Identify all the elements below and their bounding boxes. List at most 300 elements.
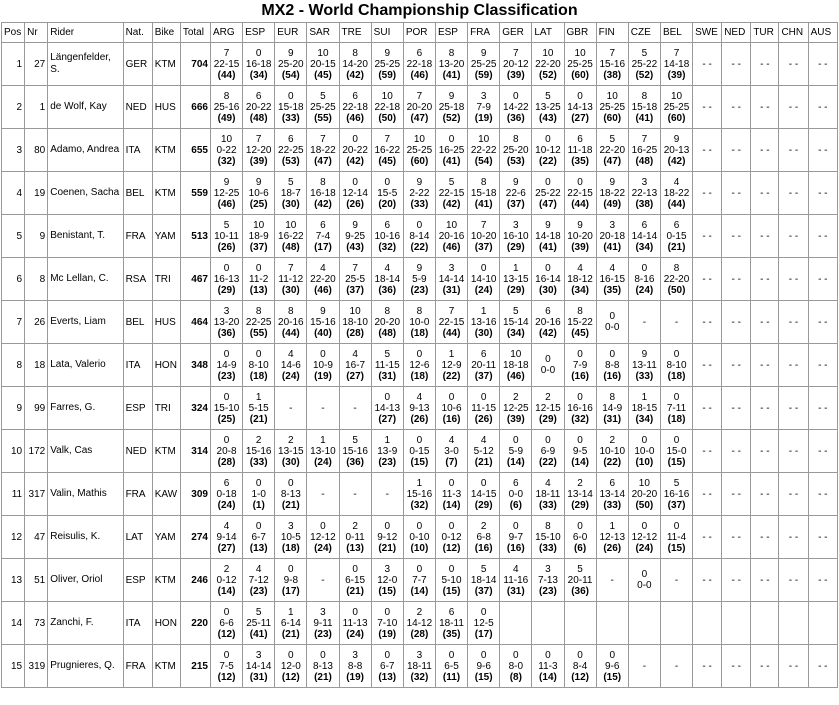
gp-result-cell [371,43,403,86]
gp-result-cell [468,301,500,344]
gp-points: 0 [223,262,230,274]
gp-points: 5 [513,305,519,317]
gp-result-cell [596,129,628,172]
gp-empty: - - [760,101,770,113]
gp-result-cell [808,129,837,172]
gp-sum: (1) [252,499,265,511]
gp-points: 0 [352,176,358,188]
gp-points: 7 [641,133,648,145]
gp-result-cell [307,559,339,602]
gp-sum: (28) [217,456,236,468]
gp-heats: 15-18 [278,101,304,113]
gp-result-cell [596,473,628,516]
gp-points: 10 [220,133,233,145]
rider-cell: de Wolf, Kay [48,86,123,129]
header-pos: Pos [2,23,25,43]
header-gp: SWE [693,23,722,43]
gp-result-cell [693,43,722,86]
nationality-cell: FRA [123,645,152,688]
gp-result-cell [210,344,242,387]
gp-points: 9 [223,176,230,188]
gp-sum: (34) [571,284,589,296]
position-cell: 14 [2,602,25,645]
gp-heats: 25-25 [406,144,433,156]
gp-result-cell [779,473,808,516]
gp-points: 9 [416,262,423,274]
table-row [2,602,838,645]
gp-result-cell [660,645,692,688]
gp-heats: 15-0 [666,445,687,457]
gp-heats: 14-18 [535,230,561,242]
gp-result-cell [532,129,564,172]
gp-sum: (37) [474,585,493,597]
gp-sum: (54) [474,155,493,167]
gp-result-cell [210,43,242,86]
gp-empty: - - [760,531,770,543]
gp-points: 2 [223,563,230,575]
gp-points: 0 [545,354,551,365]
gp-result-cell [751,258,779,301]
gp-result-cell [275,258,307,301]
gp-heats: 10-0 [634,445,655,457]
gp-points: 8 [545,520,551,532]
gp-points: 0 [545,262,551,274]
gp-heats: 15-10 [213,402,240,414]
rider-cell: Coenen, Sacha [48,172,123,215]
gp-result-cell [339,129,371,172]
gp-sum: (35) [442,628,461,640]
gp-sum: (26) [603,542,622,554]
gp-sum: (50) [667,284,686,296]
gp-heats: 25-5 [345,273,366,285]
header-gp: TUR [751,23,779,43]
gp-sum: (33) [603,499,622,511]
gp-result-cell [596,516,628,559]
gp-points: 0 [288,477,294,489]
gp-sum: (40) [314,327,332,339]
total-cell: 704 [180,43,210,86]
gp-sum: (7) [445,456,458,468]
gp-points: 0 [577,391,583,403]
gp-result-cell [307,258,339,301]
gp-result-cell [660,215,692,258]
gp-result-cell [307,129,339,172]
gp-sum: (33) [635,370,654,382]
gp-heats: 13-16 [470,316,497,328]
gp-empty: - - [760,445,770,457]
gp-points: 7 [480,219,487,231]
gp-result-cell [779,43,808,86]
gp-empty: - - [788,531,799,543]
gp-sum: (15) [667,456,686,468]
gp-points: 5 [480,563,487,575]
gp-result-cell [403,387,435,430]
gp-result-cell [435,430,467,473]
gp-result-cell [468,86,500,129]
gp-result-cell [403,43,435,86]
gp-sum: (36) [378,284,397,296]
gp-result-cell [808,172,837,215]
gp-sum: (21) [314,671,332,683]
gp-result-cell [210,645,242,688]
gp-empty: - [385,488,389,500]
gp-result-cell [307,645,339,688]
gp-result-cell [500,215,532,258]
gp-points: 0 [352,133,358,145]
gp-sum: (27) [378,413,397,425]
gp-result-cell [628,430,660,473]
gp-result-cell [808,645,837,688]
gp-result-cell [596,559,628,602]
gp-points: 1 [288,606,294,618]
gp-result-cell [722,516,751,559]
gp-result-cell [596,387,628,430]
gp-heats: 9-11 [313,617,333,629]
gp-result-cell [564,86,596,129]
gp-heats: 18-22 [663,187,690,199]
gp-points: 5 [320,90,326,102]
gp-result-cell [339,86,371,129]
gp-result-cell [532,301,564,344]
gp-heats: 14-14 [631,230,658,242]
gp-points: 6 [641,219,648,231]
gp-sum: (46) [217,198,236,210]
gp-sum: (60) [667,112,686,124]
gp-heats: 20-18 [599,230,626,242]
gp-heats: 12-25 [213,187,240,199]
gp-sum: (46) [314,284,332,296]
gp-points: 0 [641,434,648,446]
gp-result-cell [596,86,628,129]
gp-points: 0 [480,262,487,274]
gp-heats: 16-18 [245,58,272,70]
gp-heats: 0-0 [540,365,556,376]
gp-result-cell [693,172,722,215]
gp-result-cell [660,172,692,215]
gp-points: 0 [288,563,294,575]
gp-result-cell [808,473,837,516]
gp-result-cell [339,430,371,473]
gp-result-cell [628,645,660,688]
gp-sum: (31) [442,284,461,296]
gp-heats: 16-13 [213,273,240,285]
rider-cell: Everts, Liam [48,301,123,344]
gp-result-cell [468,430,500,473]
gp-points: 8 [384,305,391,317]
gp-empty: - [674,316,679,328]
gp-sum: (60) [571,69,589,81]
gp-result-cell [210,516,242,559]
gp-points: 2 [577,477,583,489]
gp-heats: 14-14 [245,660,272,672]
number-cell: 47 [25,516,48,559]
gp-points: 3 [609,219,615,231]
gp-sum: (16) [506,542,525,554]
gp-heats: 20-22 [342,144,368,156]
gp-result-cell [722,301,751,344]
gp-heats: 11-18 [567,144,593,156]
gp-empty: - - [760,660,770,672]
gp-result-cell [808,215,837,258]
gp-heats: 8-10 [666,359,687,371]
gp-sum: (18) [249,370,268,382]
gp-sum: (23) [539,585,557,597]
gp-result-cell [532,559,564,602]
gp-result-cell [751,172,779,215]
gp-result-cell [596,215,628,258]
gp-sum: (59) [378,69,397,81]
gp-empty: - - [788,273,799,285]
nationality-cell: FRA [123,215,152,258]
gp-points: 10 [478,133,490,145]
gp-sum: (24) [635,284,654,296]
gp-empty: - - [731,531,741,543]
gp-empty: - [674,660,679,672]
gp-sum: (18) [281,542,300,554]
gp-sum: (27) [571,112,589,124]
gp-result-cell [371,301,403,344]
gp-heats: 12-25 [503,402,529,414]
gp-points: 9 [288,47,294,59]
gp-empty: - - [818,144,828,156]
gp-sum: (36) [571,585,589,597]
gp-points: 0 [255,47,262,59]
position-cell: 9 [2,387,25,430]
nationality-cell: NED [123,430,152,473]
gp-result-cell [660,516,692,559]
gp-result-cell [722,86,751,129]
number-cell: 73 [25,602,48,645]
gp-sum: (14) [539,671,557,683]
gp-sum: (14) [217,585,236,597]
gp-sum: (37) [506,198,525,210]
gp-result-cell [403,172,435,215]
gp-sum: (13) [378,671,397,683]
gp-points: 0 [545,133,551,145]
gp-result-cell [722,602,751,645]
rider-cell: Oliver, Oriol [48,559,123,602]
gp-points: 1 [609,520,615,532]
gp-heats: 22-15 [438,316,465,328]
gp-points: 0 [577,520,583,532]
gp-sum: (14) [410,585,429,597]
rider-cell: Längenfelder, S. [48,43,123,86]
gp-result-cell [693,387,722,430]
gp-points: 0 [320,649,326,661]
gp-empty: - - [702,660,712,672]
gp-empty: - - [818,445,828,457]
gp-result-cell [628,301,660,344]
gp-empty: - - [702,144,712,156]
rider-cell: Zanchi, F. [48,602,123,645]
gp-result-cell [243,430,275,473]
gp-result-cell [564,559,596,602]
gp-sum: (14) [571,456,589,468]
gp-empty: - - [760,574,770,586]
gp-empty: - - [788,58,799,70]
gp-sum: (24) [314,456,332,468]
gp-heats: 18-14 [470,574,497,586]
rider-cell: Mc Lellan, C. [48,258,123,301]
gp-result-cell [779,516,808,559]
gp-points: 6 [673,219,680,231]
gp-sum: (15) [603,671,622,683]
gp-result-cell [564,215,596,258]
gp-points: 0 [545,434,551,446]
gp-result-cell [275,301,307,344]
gp-heats: 25-25 [567,58,593,70]
gp-sum: (47) [314,155,332,167]
gp-points: 0 [384,606,391,618]
gp-points: 6 [320,219,326,231]
gp-result-cell [243,516,275,559]
gp-sum: (12) [281,671,300,683]
gp-points: 0 [448,563,455,575]
gp-sum: (44) [571,198,589,210]
total-cell: 666 [180,86,210,129]
gp-sum: (46) [346,112,364,124]
gp-heats: 9-6 [476,660,491,672]
gp-points: 2 [352,520,358,532]
gp-result-cell [596,258,628,301]
gp-heats: 11-2 [249,273,269,285]
header-nr: Nr [25,23,48,43]
gp-sum: (23) [378,456,397,468]
gp-heats: 22-15 [213,58,240,70]
gp-heats: 22-6 [505,187,526,199]
gp-sum: (14) [442,499,461,511]
gp-sum: (39) [506,69,525,81]
gp-result-cell [500,645,532,688]
gp-empty: - - [731,574,741,586]
gp-sum: (59) [474,69,493,81]
gp-sum: (33) [249,456,268,468]
gp-result-cell [808,602,837,645]
gp-result-cell [693,258,722,301]
gp-empty: - [321,574,325,586]
gp-sum: (29) [217,284,236,296]
table-row [2,43,838,86]
gp-points: 1 [384,434,391,446]
gp-sum: (26) [217,241,236,253]
gp-heats: 11-15 [471,402,497,414]
gp-points: 1 [320,434,326,446]
gp-result-cell [808,559,837,602]
gp-points: 1 [513,262,519,274]
gp-result-cell [500,344,532,387]
gp-heats: 10-20 [567,230,593,242]
total-cell: 215 [180,645,210,688]
gp-points: 6 [577,133,583,145]
gp-points: 0 [223,606,230,618]
gp-heats: 15-16 [310,316,336,328]
gp-result-cell [210,430,242,473]
gp-result-cell [339,516,371,559]
gp-result-cell [468,516,500,559]
gp-heats: 8-8 [347,660,363,672]
gp-sum: (34) [249,69,268,81]
gp-result-cell [339,602,371,645]
gp-result-cell [403,86,435,129]
gp-result-cell [468,473,500,516]
gp-result-cell [660,387,692,430]
gp-sum: (19) [314,370,332,382]
gp-points: 9 [448,90,455,102]
gp-sum: (12) [217,671,236,683]
gp-points: 0 [448,133,455,145]
gp-result-cell [275,430,307,473]
gp-heats: 7-9 [572,359,588,371]
gp-result-cell [628,172,660,215]
gp-heats: 10-12 [535,144,561,156]
gp-result-cell [500,430,532,473]
gp-sum: (18) [410,370,429,382]
gp-heats: 10-6 [248,187,269,199]
gp-heats: 12-0 [280,660,301,672]
gp-sum: (52) [539,69,557,81]
gp-points: 10 [317,47,329,59]
gp-heats: 16-18 [310,187,336,199]
header-bike: Bike [152,23,180,43]
gp-points: 0 [673,434,680,446]
gp-points: 7 [384,133,391,145]
gp-result-cell [307,516,339,559]
gp-points: 4 [577,262,583,274]
gp-points: 10 [253,219,265,231]
gp-points: 6 [288,133,294,145]
gp-heats: 0-12 [441,531,462,543]
position-cell: 3 [2,129,25,172]
gp-points: 7 [416,90,423,102]
gp-sum: (15) [410,456,429,468]
gp-sum: (32) [571,413,589,425]
gp-heats: 12-9 [441,359,462,371]
gp-points: 0 [384,649,391,661]
position-cell: 5 [2,215,25,258]
gp-empty: - - [788,488,799,500]
gp-result-cell [371,172,403,215]
gp-heats: 18-11 [439,617,464,629]
gp-heats: 7-11 [666,402,687,414]
gp-sum: (49) [603,198,622,210]
position-cell: 10 [2,430,25,473]
gp-points: 2 [480,520,487,532]
gp-points: 5 [223,219,230,231]
gp-heats: 22-20 [599,144,626,156]
gp-heats: 25-20 [278,58,304,70]
header-gp: FIN [596,23,628,43]
gp-points: 7 [223,47,230,59]
gp-result-cell [532,430,564,473]
gp-empty: - - [760,316,770,328]
gp-points: 0 [223,649,230,661]
gp-sum: (30) [474,327,493,339]
gp-empty: - - [702,531,712,543]
gp-points: 5 [255,606,262,618]
gp-heats: 16-16 [567,402,593,414]
gp-heats: 8-0 [508,660,524,672]
gp-points: 1 [416,477,423,489]
gp-empty: - - [760,58,770,70]
gp-result-cell [371,645,403,688]
gp-result-cell [243,645,275,688]
gp-points: 0 [223,434,230,446]
gp-result-cell [243,258,275,301]
gp-points: 9 [577,219,583,231]
gp-points: 0 [513,90,519,102]
gp-sum: (37) [474,241,493,253]
gp-empty: - - [702,445,712,457]
